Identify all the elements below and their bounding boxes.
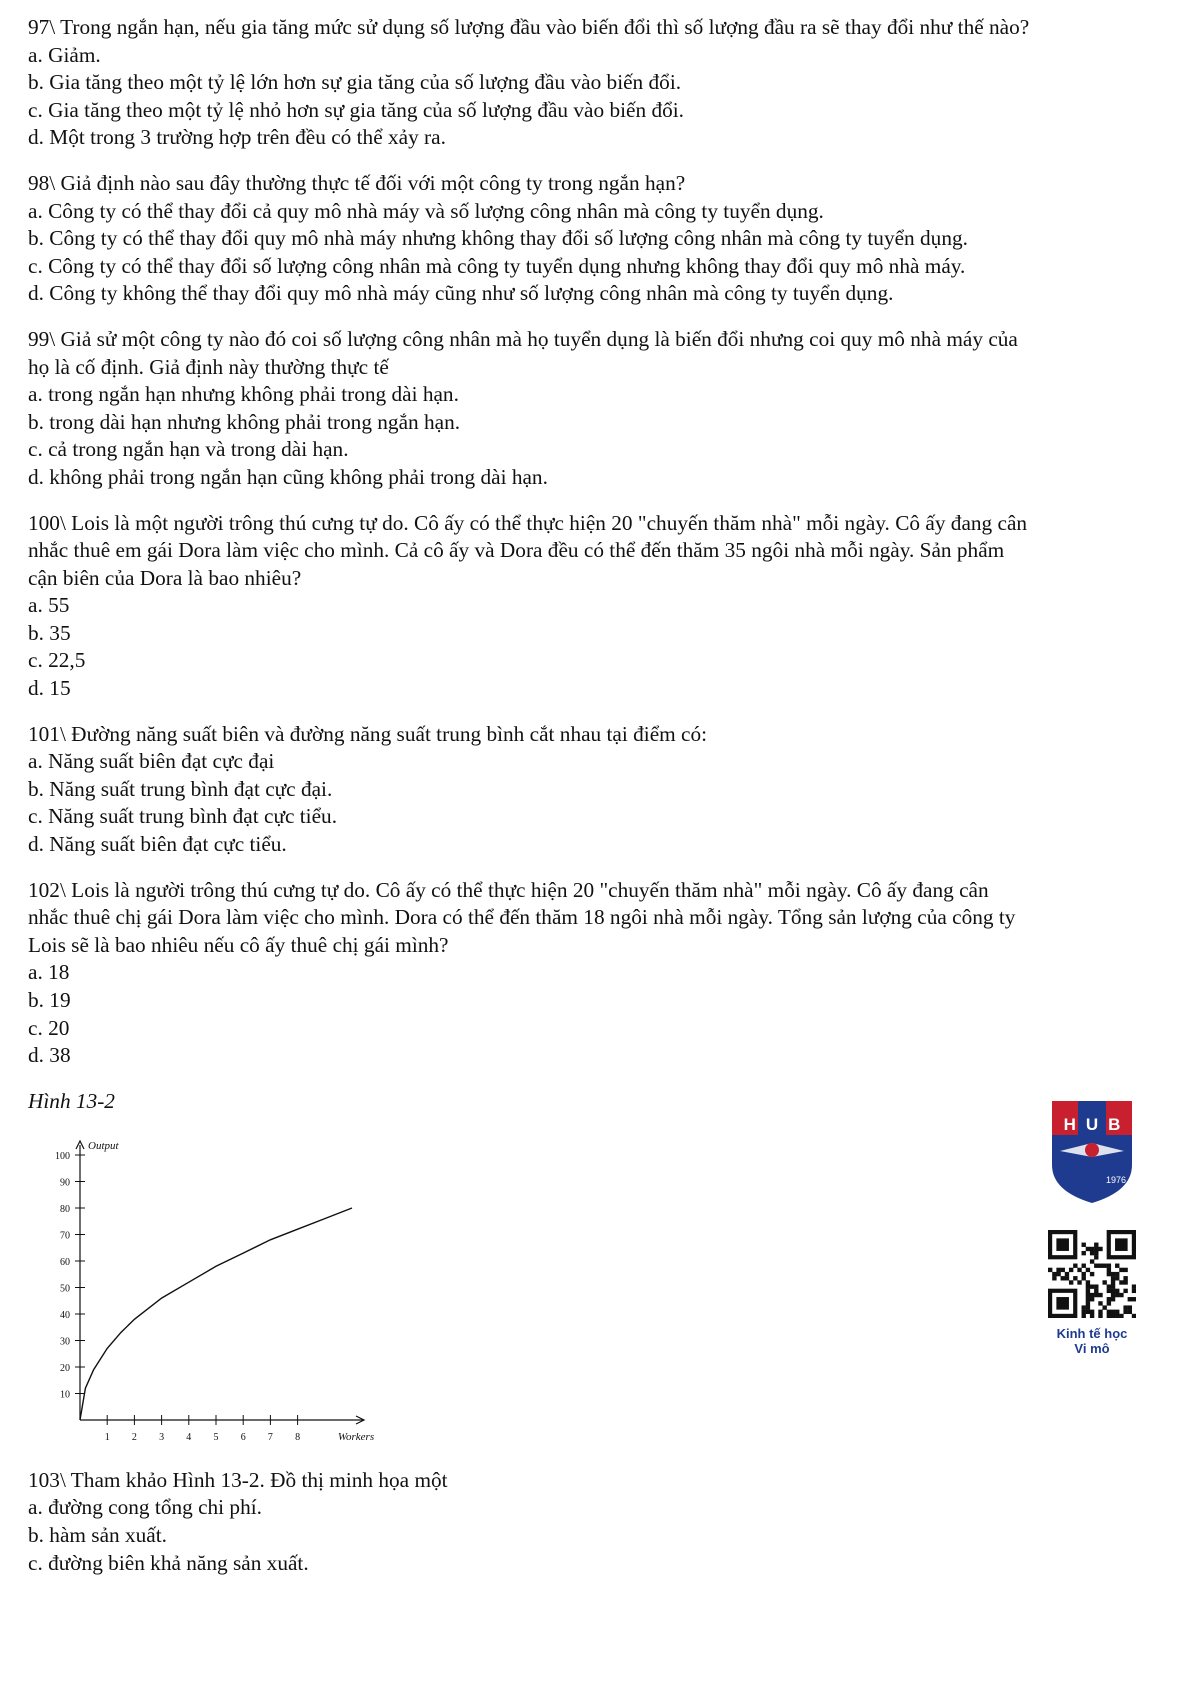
answer-option: b. 35 — [28, 620, 71, 645]
question-stem: cận biên của Dora là bao nhiêu? — [28, 565, 302, 590]
answer-option: c. Công ty có thể thay đổi số lượng công nhân mà công ty tuyển dụng nhưng không thay đổi quy mô nhà máy. — [28, 253, 966, 278]
question-block — [28, 14, 1168, 152]
x-tick-label: 4 — [186, 1431, 192, 1443]
question-stem: 97\ Trong ngắn hạn, nếu gia tăng mức sử dụng số lượng đầu vào biến đổi thì số lượng đầu ra sẽ thay đổi như thế nào? — [28, 15, 1030, 39]
answer-option: a. đường cong tổng chi phí. — [28, 1495, 262, 1520]
answer-option: d. không phải trong ngắn hạn cũng không phải trong dài hạn. — [28, 464, 548, 489]
question-stem: họ là cố định. Giả định này thường thực tế — [28, 354, 389, 379]
question-list — [28, 14, 1168, 1070]
logo-letter: H — [1063, 1115, 1076, 1134]
question-103 — [28, 1467, 1168, 1577]
y-tick-label: 40 — [60, 1309, 70, 1321]
qr-code-icon — [1048, 1230, 1136, 1318]
answer-option: d. Năng suất biên đạt cực tiểu. — [28, 832, 287, 857]
y-tick-label: 80 — [60, 1203, 70, 1215]
x-tick-label: 3 — [159, 1431, 165, 1443]
y-tick-label: 30 — [60, 1336, 70, 1348]
y-tick-label: 100 — [55, 1150, 70, 1162]
y-tick-label: 10 — [60, 1389, 70, 1401]
x-tick-label: 2 — [131, 1431, 137, 1443]
answer-option: d. 15 — [28, 676, 71, 701]
answer-option: a. Công ty có thể thay đổi cả quy mô nhà máy và số lượng công nhân mà công ty tuyển dụng. — [28, 198, 824, 223]
x-axis-label: Workers — [337, 1430, 375, 1443]
y-axis-label: Output — [88, 1139, 119, 1152]
chart-svg — [28, 1115, 388, 1455]
answer-option: a. 55 — [28, 593, 70, 618]
answer-option: d. Một trong 3 trường hợp trên đều có thể xảy ra. — [28, 125, 446, 150]
figure-label: Hình 13-2 — [28, 1088, 115, 1113]
answer-option: a. 18 — [28, 960, 70, 985]
answer-option: b. trong dài hạn nhưng không phải trong ngắn hạn. — [28, 409, 461, 434]
brand-block — [1046, 1095, 1138, 1356]
answer-option: c. cả trong ngắn hạn và trong dài hạn. — [28, 437, 349, 462]
output-chart — [28, 1115, 388, 1455]
brand-text-line1: Kinh tế học — [1056, 1326, 1128, 1341]
answer-option: c. 22,5 — [28, 648, 86, 673]
question-stem: 102\ Lois là người trông thú cưng tự do. Cô ấy có thể thực hiện 20 "chuyến thăm nhà" mỗi ngày. Cô ấy đang cân — [28, 877, 989, 902]
x-tick-label: 5 — [213, 1431, 219, 1443]
answer-option: c. Năng suất trung bình đạt cực tiểu. — [28, 804, 338, 829]
question-block — [28, 170, 1168, 308]
question-stem: Lois sẽ là bao nhiêu nếu cô ấy thuê chị gái mình? — [28, 932, 449, 957]
question-stem: 98\ Giả định nào sau đây thường thực tế đối với một công ty trong ngắn hạn? — [28, 170, 686, 195]
question-stem: nhắc thuê em gái Dora làm việc cho mình. Cả cô ấy và Dora đều có thể đến thăm 35 ngôi nhà mỗi ngày. Sản phẩm — [28, 538, 1005, 563]
x-tick-label: 1 — [104, 1431, 110, 1443]
x-tick-label: 7 — [267, 1431, 273, 1443]
question-stem: 101\ Đường năng suất biên và đường năng suất trung bình cắt nhau tại điểm có: — [28, 721, 708, 746]
y-tick-label: 50 — [60, 1283, 70, 1295]
answer-option: b. hàm sản xuất. — [28, 1522, 167, 1547]
brand-text-line2: Vi mô — [1074, 1341, 1110, 1356]
question-block — [28, 721, 1168, 859]
logo-letter: U — [1085, 1115, 1099, 1134]
answer-option: c. 20 — [28, 1015, 70, 1040]
hub-logo — [1046, 1095, 1138, 1205]
document-page — [28, 14, 1168, 1595]
answer-option: b. Gia tăng theo một tỷ lệ lớn hơn sự gia tăng của số lượng đầu vào biến đổi. — [28, 70, 682, 95]
question-stem: 100\ Lois là một người trông thú cưng tự do. Cô ấy có thể thực hiện 20 "chuyến thăm nhà" mỗi ngày. Cô ấy đang cân — [28, 510, 1028, 535]
y-tick-label: 90 — [60, 1177, 70, 1189]
answer-option: d. Công ty không thể thay đổi quy mô nhà máy cũng như số lượng công nhân mà công ty tuyển dụng. — [28, 281, 894, 306]
question-stem: nhắc thuê chị gái Dora làm việc cho mình. Dora có thể đến thăm 18 ngôi nhà mỗi ngày. Tổng sản lượng của công ty — [28, 905, 1016, 930]
question-block — [28, 510, 1168, 703]
question-block — [28, 877, 1168, 1070]
question-stem: 103\ Tham khảo Hình 13-2. Đồ thị minh họa một — [28, 1467, 448, 1492]
answer-option: b. 19 — [28, 988, 71, 1012]
y-tick-label: 70 — [60, 1230, 70, 1242]
answer-option: a. Giảm. — [28, 42, 101, 67]
answer-option: a. Năng suất biên đạt cực đại — [28, 749, 275, 774]
y-tick-label: 60 — [60, 1256, 70, 1268]
answer-option: b. Năng suất trung bình đạt cực đại. — [28, 776, 333, 801]
answer-option: d. 38 — [28, 1043, 71, 1068]
answer-option: c. Gia tăng theo một tỷ lệ nhỏ hơn sự gia tăng của số lượng đầu vào biến đổi. — [28, 97, 684, 122]
question-block — [28, 326, 1168, 492]
logo-letters — [1046, 1115, 1138, 1135]
question-stem: 99\ Giả sử một công ty nào đó coi số lượng công nhân mà họ tuyển dụng là biến đổi nhưng coi quy mô nhà máy của — [28, 326, 1018, 351]
logo-year: 1976 — [1106, 1175, 1127, 1185]
answer-option: b. Công ty có thể thay đổi quy mô nhà máy nhưng không thay đổi số lượng công nhân mà công ty tuyển dụng. — [28, 226, 968, 251]
answer-option: a. trong ngắn hạn nhưng không phải trong dài hạn. — [28, 382, 459, 407]
x-tick-label: 6 — [240, 1431, 246, 1443]
logo-letter: B — [1108, 1115, 1121, 1134]
answer-option: c. đường biên khả năng sản xuất. — [28, 1550, 309, 1575]
x-tick-label: 8 — [295, 1431, 301, 1443]
y-tick-label: 20 — [60, 1362, 70, 1374]
production-curve — [80, 1208, 352, 1420]
